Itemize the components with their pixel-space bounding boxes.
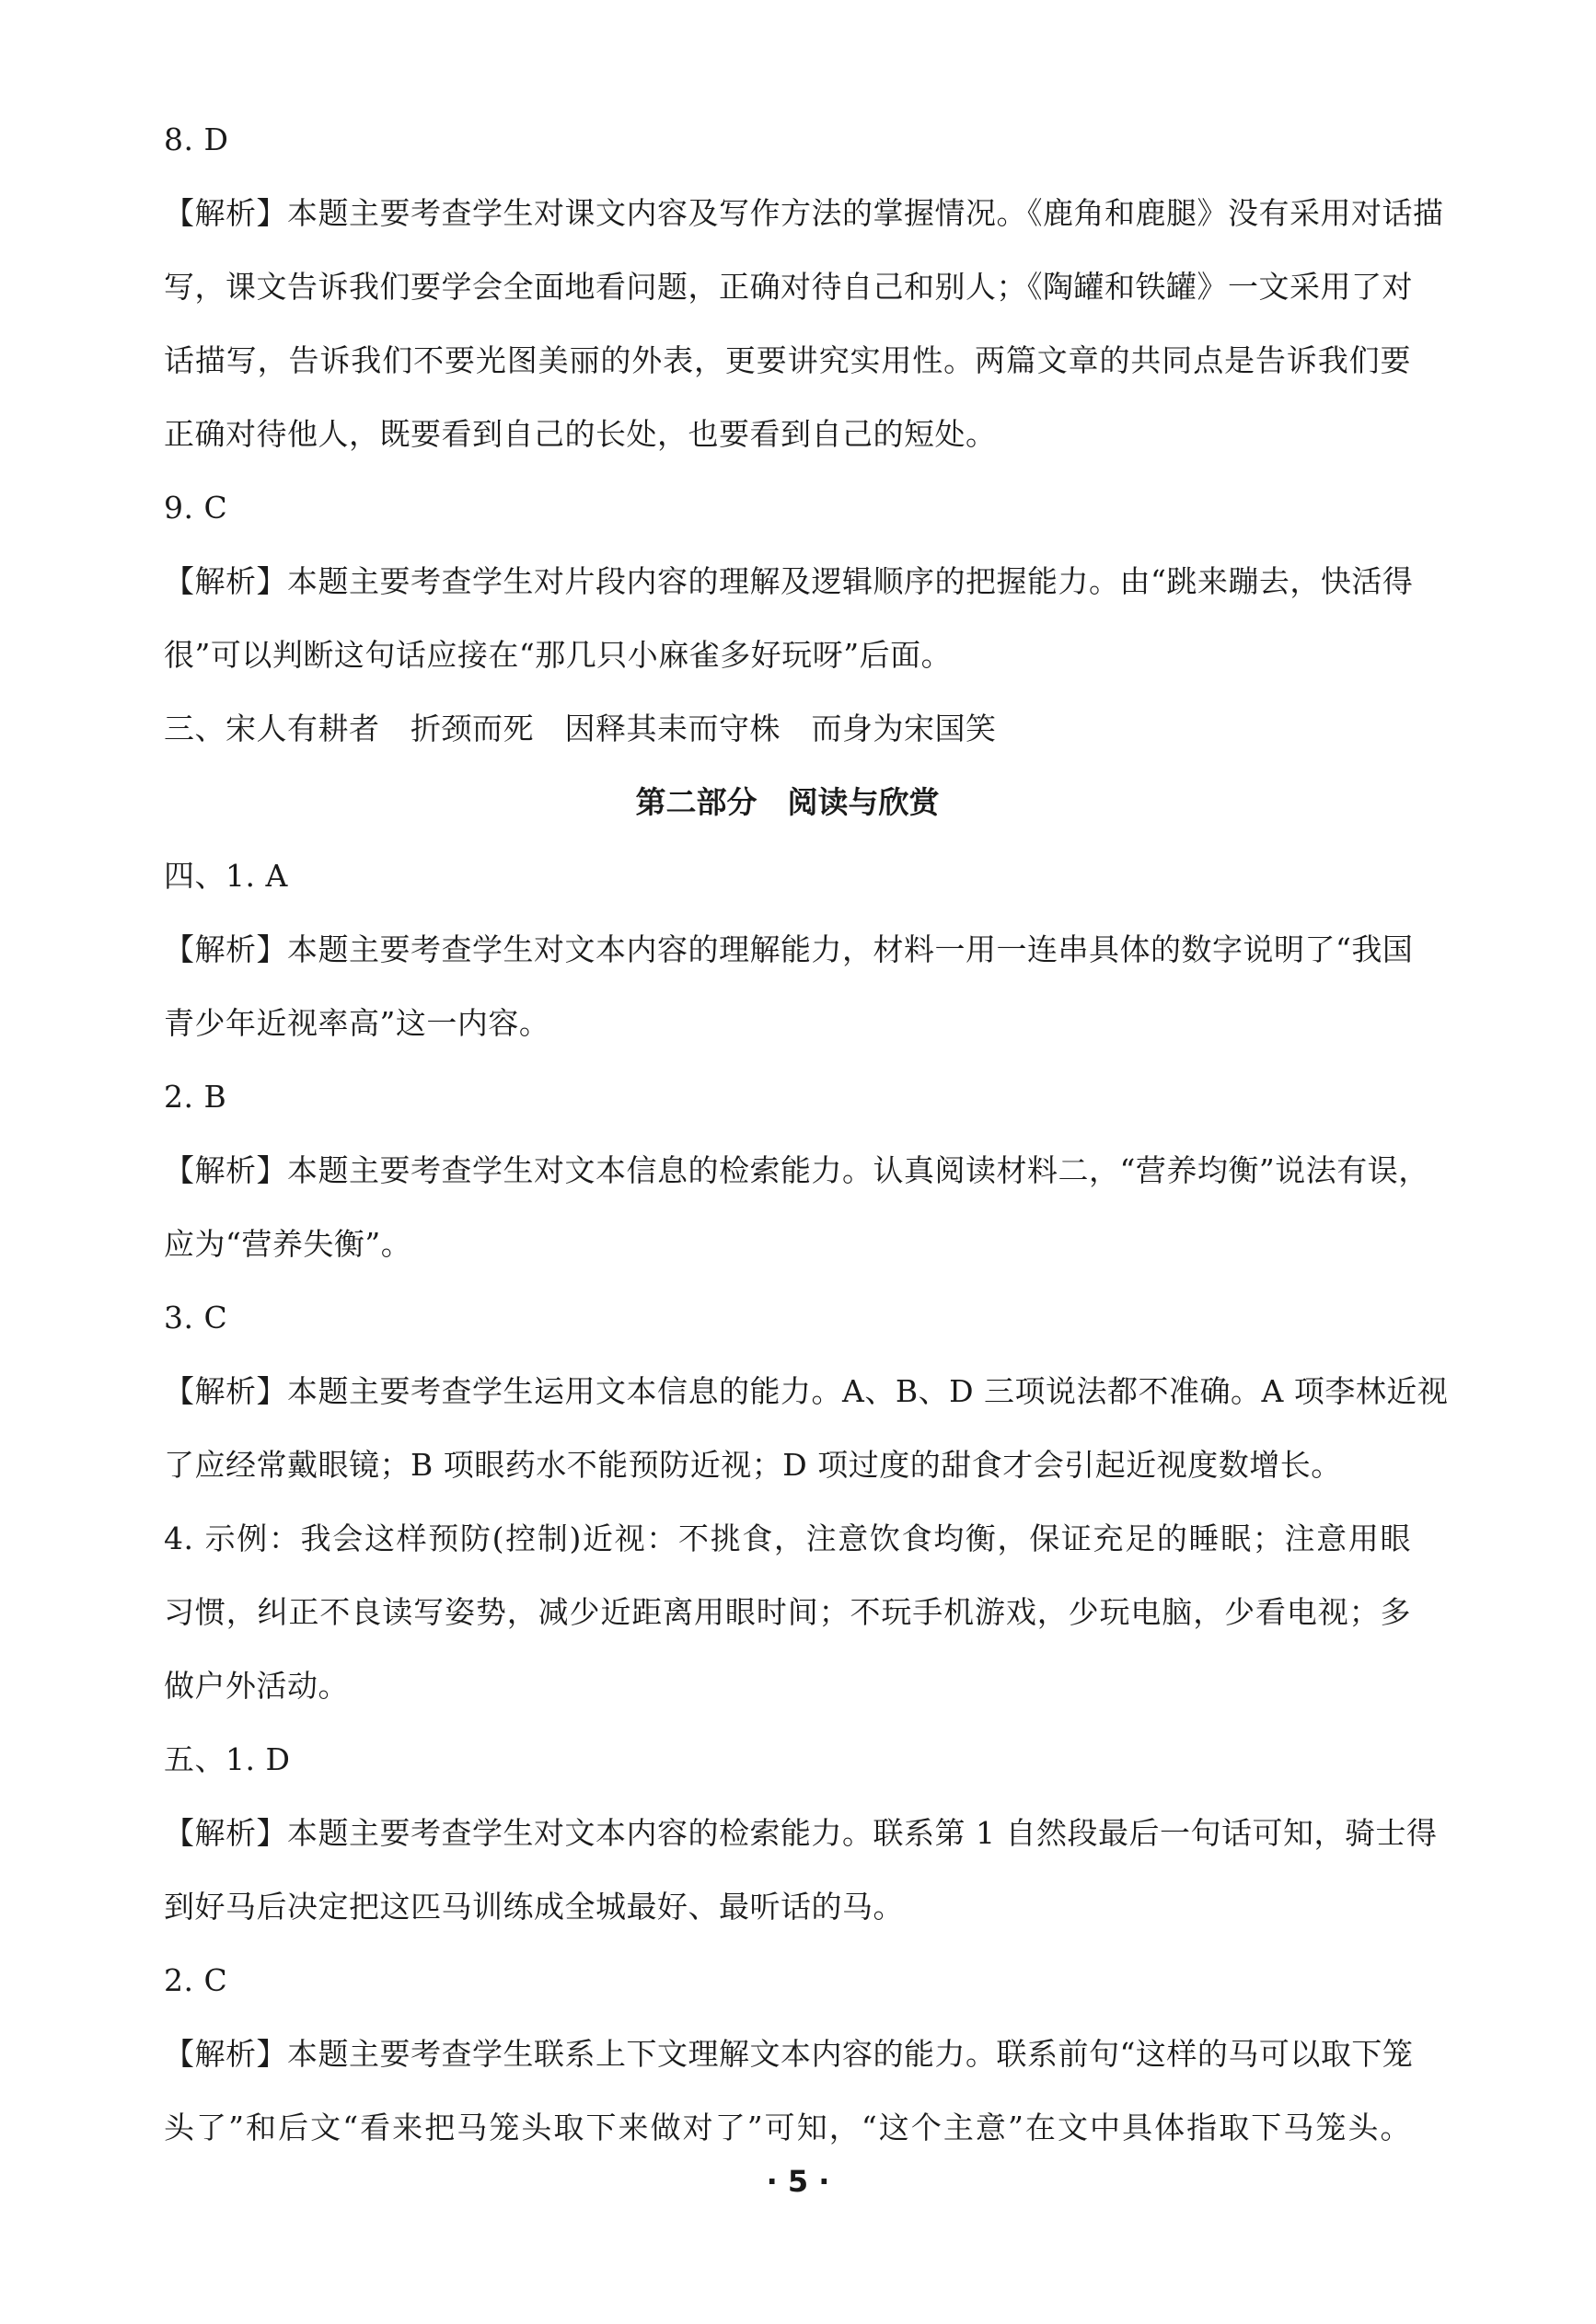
answer-5-2: 2. C	[164, 1962, 228, 1998]
answer-4-2: 2. B	[164, 1079, 227, 1115]
answer-4-1: 四、1. A	[164, 858, 288, 894]
analysis-8-line-4: 正确对待他人，既要看到自己的长处，也要看到自己的短处。	[164, 416, 997, 452]
analysis-8-line-2: 写，课文告诉我们要学会全面地看问题，正确对待自己和别人；《陶罐和铁罐》一文采用了对	[164, 269, 1413, 305]
analysis-4-3-line-2: 了应经常戴眼镜；B 项眼药水不能预防近视；D 项过度的甜食才会引起近视度数增长。	[164, 1447, 1342, 1483]
answer-9: 9. C	[164, 490, 228, 526]
analysis-9-line-1: 【解析】本题主要考查学生对片段内容的理解及逻辑顺序的把握能力。由“跳来蹦去，快活得	[164, 563, 1414, 599]
analysis-8-line-3: 话描写，告诉我们不要光图美丽的外表，更要讲究实用性。两篇文章的共同点是告诉我们要	[164, 342, 1411, 378]
analysis-9-line-2: 很”可以判断这句话应接在“那几只小麻雀多好玩呀”后面。	[164, 637, 953, 673]
analysis-5-1-line-2: 到好马后决定把这匹马训练成全城最好、最听话的马。	[164, 1889, 904, 1925]
analysis-8-line-1: 【解析】本题主要考查学生对课文内容及写作方法的掌握情况。《鹿角和鹿腿》没有采用对话描	[164, 195, 1444, 231]
analysis-4-2-line-1: 【解析】本题主要考查学生对文本信息的检索能力。认真阅读材料二，“营养均衡”说法有误，	[164, 1152, 1429, 1188]
analysis-5-2-line-1: 【解析】本题主要考查学生联系上下文理解文本内容的能力。联系前句“这样的马可以取下笼	[164, 2036, 1414, 2072]
analysis-5-1-line-1: 【解析】本题主要考查学生对文本内容的检索能力。联系第 1 自然段最后一句话可知，骑士得	[164, 1815, 1438, 1851]
analysis-4-1-line-1: 【解析】本题主要考查学生对文本内容的理解能力，材料一用一连串具体的数字说明了“我国	[164, 931, 1414, 967]
analysis-4-2-line-2: 应为“营养失衡”。	[164, 1226, 412, 1262]
answer-4-4-line-3: 做户外活动。	[164, 1668, 349, 1704]
answer-4-4-line-1: 4. 示例：我会这样预防(控制)近视：不挑食，注意饮食均衡，保证充足的睡眠；注意用眼	[164, 1520, 1411, 1556]
page-number: · 5 ·	[766, 2164, 830, 2199]
section-title-part-2: 第二部分 阅读与欣赏	[635, 784, 940, 820]
answer-key-page	[164, 103, 1449, 2165]
analysis-4-3-line-1: 【解析】本题主要考查学生运用文本信息的能力。A、B、D 三项说法都不准确。A 项李林近视	[164, 1373, 1449, 1409]
analysis-5-2-line-2: 头了”和后文“看来把马笼头取下来做对了”可知，“这个主意”在文中具体指取下马笼头。	[164, 2110, 1411, 2145]
analysis-4-1-line-2: 青少年近视率高”这一内容。	[164, 1005, 550, 1041]
answer-5-1: 五、1. D	[164, 1741, 291, 1777]
answer-4-4-line-2: 习惯，纠正不良读写姿势，减少近距离用眼时间；不玩手机游戏，少玩电脑，少看电视；多	[164, 1594, 1411, 1630]
answer-8: 8. D	[164, 121, 229, 157]
answer-4-3: 3. C	[164, 1300, 228, 1335]
answer-section-3: 三、宋人有耕者 折颈而死 因释其耒而守株 而身为宋国笑	[164, 711, 997, 746]
